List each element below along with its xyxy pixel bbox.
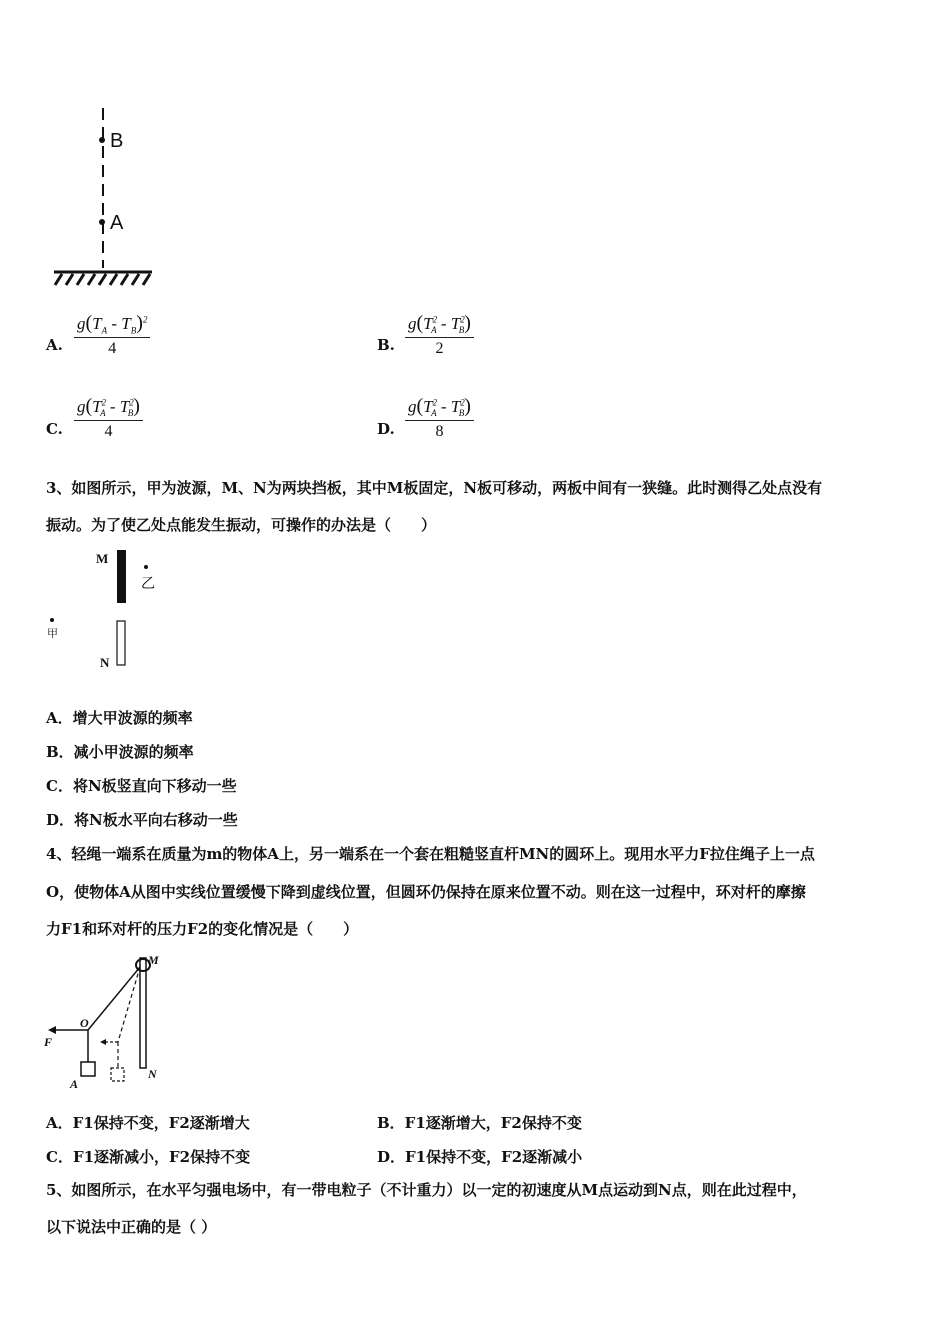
q2-option-b-denominator: 2 (435, 340, 444, 358)
q4-label-m: M (148, 953, 159, 967)
q4-label-a: A (70, 1077, 79, 1091)
q4-option-a[interactable]: A．F1保持不变，F2逐渐增大 (46, 1114, 250, 1132)
q3-plate-m (117, 550, 126, 603)
q2-option-a-fraction (74, 312, 150, 358)
q4-text-line-1: 4、轻绳一端系在质量为m的物体A上，另一端系在一个套在粗糙竖直杆MN的圆环上。现用水平力F拉住绳子上一点 (46, 845, 815, 863)
q2-ground-hatch (55, 274, 150, 285)
q3-option-d[interactable]: D．将N板水平向右移动一些 (46, 811, 238, 829)
q2-label-b: B (110, 130, 124, 152)
q4-label-n: N (148, 1067, 157, 1081)
q3-text-line-1: 3、如图所示，甲为波源，M、N为两块挡板，其中M板固定，N板可移动，两板中间有一狭缝。此时测得乙处点没有 (46, 479, 823, 497)
q2-option-b-fraction (405, 312, 474, 358)
q4-force-arrowhead-dashed (100, 1039, 106, 1045)
q2-option-d-label: D. (377, 420, 395, 438)
q4-text-line-2: O，使物体A从图中实线位置缓慢下降到虚线位置，但圆环仍保持在原来位置不动。则在这一过程中，环对杆的摩擦 (46, 883, 806, 901)
q5-text-line-1: 5、如图所示，在水平匀强电场中，有一带电粒子（不计重力）以一定的初速度从M点运动到N点，则在此过程中， (46, 1181, 807, 1199)
q2-option-b-label: B. (377, 336, 395, 354)
q4-label-f: F (44, 1035, 53, 1049)
q4-figure (40, 950, 180, 1095)
q4-label-o: O (80, 1016, 89, 1030)
q4-option-b[interactable]: B．F1逐渐增大，F2保持不变 (377, 1114, 582, 1132)
q2-option-a-label: A. (46, 336, 63, 354)
q3-label-yi: 乙 (141, 576, 155, 592)
q5-text-line-2: 以下说法中正确的是（ ） (46, 1218, 217, 1236)
q2-option-b-numerator: $g(T^2_A - T^2_B)$ (408, 312, 471, 336)
q2-option-c-label: C. (46, 420, 63, 438)
q2-option-c-denominator: 4 (104, 423, 113, 441)
q3-option-c[interactable]: C．将N板竖直向下移动一些 (46, 777, 237, 795)
q3-option-a[interactable]: A．增大甲波源的频率 (46, 709, 193, 727)
q2-option-c-numerator: $g(T^2_A - T^2_B)$ (77, 395, 140, 419)
q2-option-d-denominator: 8 (435, 423, 444, 441)
q3-plate-n (117, 621, 125, 665)
q3-point-jia (50, 618, 54, 622)
q4-rod-mn (140, 958, 146, 1068)
q2-option-a-numerator: $g(T_A - T_B)^2$ (77, 312, 148, 336)
q4-option-c[interactable]: C．F1逐渐减小，F2保持不变 (46, 1148, 251, 1166)
q4-rope-solid (88, 967, 140, 1030)
q2-point-a (99, 219, 105, 225)
q2-option-d-numerator: $g(T^2_A - T^2_B)$ (408, 395, 471, 419)
q2-option-d-fraction (405, 395, 474, 441)
q3-point-yi (144, 565, 148, 569)
q2-label-a: A (110, 212, 124, 234)
q2-figure (40, 100, 180, 295)
q2-option-c-fraction (74, 395, 143, 441)
q3-label-jia: 甲 (47, 627, 58, 640)
q4-text-line-3: 力F1和环对杆的压力F2的变化情况是（ ） (46, 920, 359, 938)
q3-option-b[interactable]: B．减小甲波源的频率 (46, 743, 194, 761)
q3-label-m: M (96, 551, 109, 566)
q2-point-b (99, 137, 105, 143)
q2-option-a-denominator: 4 (108, 340, 117, 358)
q4-block-a-dashed (111, 1068, 124, 1081)
q4-rope-dashed (118, 967, 140, 1042)
q3-text-line-2: 振动。为了使乙处点能发生振动，可操作的办法是（ ） (46, 516, 437, 534)
q3-figure (40, 545, 180, 675)
q3-label-n: N (100, 655, 110, 670)
q4-force-arrowhead (48, 1026, 56, 1034)
q4-option-d[interactable]: D．F1保持不变，F2逐渐减小 (377, 1148, 583, 1166)
q4-block-a-solid (81, 1062, 95, 1076)
